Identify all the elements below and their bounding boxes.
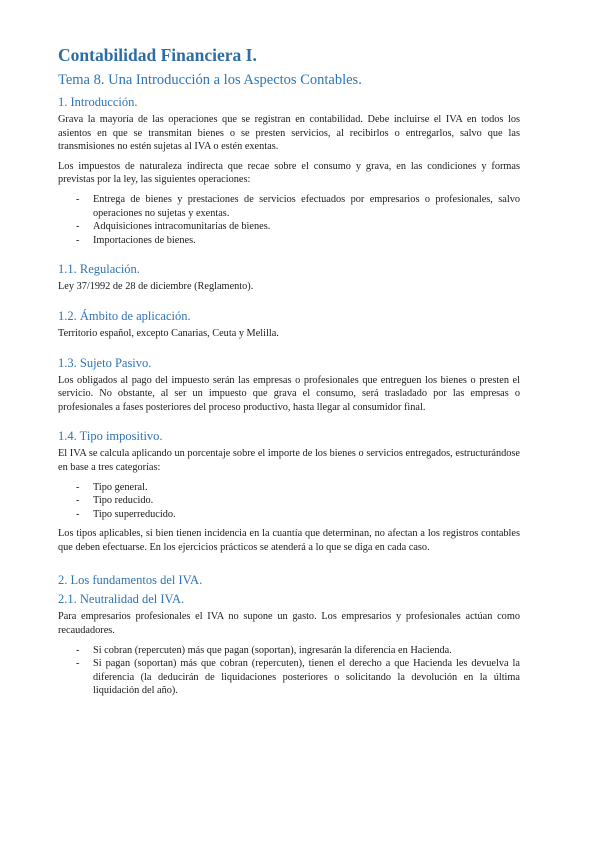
chapter-subtitle: Tema 8. Una Introducción a los Aspectos Contables.	[58, 72, 362, 88]
dash-bullet: -	[76, 644, 80, 656]
section-heading-fundamentos: 2. Los fundamentos del IVA.	[58, 573, 203, 588]
paragraph: Los impuestos de naturaleza indirecta que recae sobre el consumo y grava, en las condiciones y formas previstas por la ley, las siguientes operaciones:	[58, 160, 520, 186]
list-item: - Importaciones de bienes.	[76, 234, 196, 246]
section-heading-sujeto-pasivo: 1.3. Sujeto Pasivo.	[58, 355, 152, 370]
paragraph: Los tipos aplicables, si bien tienen incidencia en la cuantía que determinan, no afectan a los registros contables que deben efectuarse. En los ejercicios prácticos se atenderá a lo que se diga en cada caso.	[58, 528, 520, 553]
paragraph: Ley 37/1992 de 28 de diciembre (Reglamento).	[58, 281, 254, 293]
list-item: - Tipo reducido.	[76, 495, 154, 507]
list-item: - Adquisiciones intracomunitarias de bienes.	[76, 221, 271, 233]
neutrality-list	[58, 644, 520, 698]
list-item: - Entrega de bienes y prestaciones de servicios efectuados por empresarios o profesionales, salvo operaciones no sujetas y exentas.	[76, 193, 520, 219]
dash-bullet: -	[76, 193, 80, 205]
dash-bullet: -	[76, 481, 80, 493]
categories-list	[58, 481, 520, 522]
section-heading-regulacion: 1.1. Regulación.	[58, 262, 140, 277]
dash-bullet: -	[76, 658, 80, 670]
list-item: - Tipo superreducido.	[76, 508, 176, 520]
document-title: Contabilidad Financiera I.	[58, 45, 257, 65]
dash-bullet: -	[76, 508, 80, 520]
section-heading-introduccion: 1. Introducción.	[58, 95, 138, 109]
list-item: - Si cobran (repercuten) más que pagan (soportan), ingresarán la diferencia en Hacienda.	[76, 644, 452, 656]
dash-bullet: -	[76, 234, 80, 246]
operations-list	[58, 193, 520, 247]
paragraph: Territorio español, excepto Canarias, Ceuta y Melilla.	[58, 327, 279, 339]
paragraph: El IVA se calcula aplicando un porcentaje sobre el importe de los bienes o servicios entregados, estructurándose en base a tres categorías:	[58, 448, 520, 473]
dash-bullet: -	[76, 495, 80, 507]
section-heading-neutralidad: 2.1. Neutralidad del IVA.	[58, 592, 185, 607]
paragraph: Grava la mayoría de las operaciones que se registran en contabilidad. Debe incluirse el IVA en todos los asientos en que se transmitan bienes o se presten servicios, al recibirlos o entregarlos, salvo que las transmisiones no estén sujetas al IVA o estén exentas.	[58, 114, 520, 153]
section-heading-ambito: 1.2. Ámbito de aplicación.	[58, 308, 191, 323]
list-item: - Tipo general.	[76, 481, 148, 493]
list-item: - Si pagan (soportan) más que cobran (repercuten), tienen el derecho a que Hacienda les devuelva la diferencia (la deducirán de liquidaciones posteriores o solicitando la devolución en la última liquidación del año).	[76, 658, 520, 697]
dash-bullet: -	[76, 221, 80, 233]
document-page	[58, 44, 520, 704]
paragraph: Los obligados al pago del impuesto serán las empresas o profesionales que entreguen los bienes o presten el servicio. No obstante, al ser un impuesto que grava el consumo, será trasladado por las empresas o profesionales a fases posteriores del proceso productivo, hasta llegar al consumidor final.	[58, 374, 520, 413]
paragraph: Para empresarios profesionales el IVA no supone un gasto. Los empresarios y profesionales actúan como recaudadores.	[58, 611, 520, 637]
section-heading-tipo-impositivo: 1.4. Tipo impositivo.	[58, 429, 163, 444]
